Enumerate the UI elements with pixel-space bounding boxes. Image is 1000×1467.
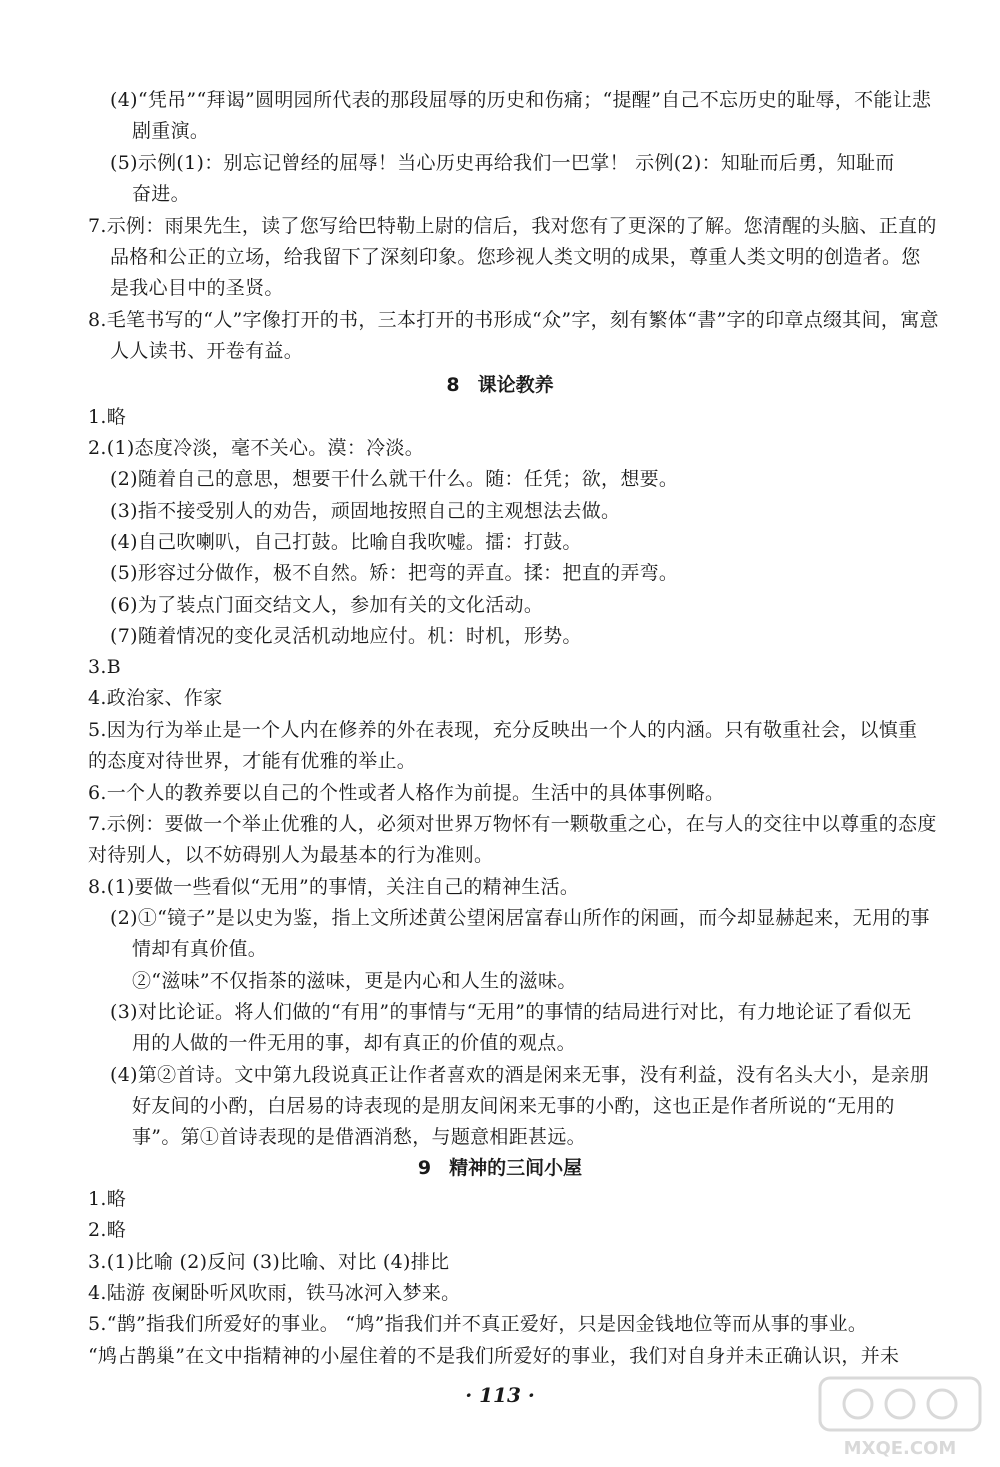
text-line: 4.陆游 夜阑卧听风吹雨，铁马冰河入梦来。 [88, 1282, 461, 1304]
text-line: (4)“凭吊”“拜谒”圆明园所代表的那段屈辱的历史和伤痛；“提醒”自己不忘历史的耻辱，不能让悲 [110, 89, 932, 111]
text-line: “鸠占鹊巢”在文中指精神的小屋住着的不是我们所爱好的事业，我们对自身并未正确认识，并未 [88, 1345, 900, 1367]
text-line: 1.略 [88, 406, 127, 428]
section-number: 9 [417, 1157, 432, 1179]
text-line: 剧重演。 [132, 120, 210, 142]
text-line: 好友间的小酌，白居易的诗表现的是朋友间闲来无事的小酌，这也正是作者所说的“无用的 [132, 1095, 895, 1117]
section-heading [0, 372, 1000, 398]
text-line: 6.一个人的教养要以自己的个性或者人格作为前提。生活中的具体事例略。 [88, 782, 725, 804]
text-line: ②“滋味”不仅指茶的滋味，更是内心和人生的滋味。 [132, 970, 577, 992]
text-line: 2.(1)态度冷淡，毫不关心。漠：冷淡。 [88, 437, 425, 459]
section-heading [0, 1155, 1000, 1181]
text-line: 是我心目中的圣贤。 [110, 277, 284, 299]
text-line: 3.(1)比喻 (2)反问 (3)比喻、对比 (4)排比 [88, 1251, 450, 1273]
text-line: 用的人做的一件无用的事，却有真正的价值的观点。 [132, 1032, 576, 1054]
text-line: 5.因为行为举止是一个人内在修养的外在表现，充分反映出一个人的内涵。只有敬重社会，以慎重 [88, 719, 918, 741]
text-line: 5.“鹊”指我们所爱好的事业。 “鸠”指我们并不真正爱好，只是因金钱地位等而从事的事业。 [88, 1313, 868, 1335]
text-line: 的态度对待世界，才能有优雅的举止。 [88, 750, 417, 772]
text-line: (2)随着自己的意思，想要干什么就干什么。随：任凭；欲，想要。 [110, 468, 679, 490]
text-line: 4.政治家、作家 [88, 687, 223, 709]
watermark-logo [810, 1372, 990, 1462]
section-title: 课论教养 [477, 374, 554, 396]
text-line: (5)示例(1)：别忘记曾经的屈辱！当心历史再给我们一巴掌！ 示例(2)：知耻而后勇，知耻而 [110, 152, 895, 174]
text-line: 3.B [88, 656, 121, 678]
text-line: 品格和公正的立场，给我留下了深刻印象。您珍视人类文明的成果，尊重人类文明的创造者。您 [110, 246, 921, 268]
text-line: 事”。第①首诗表现的是借酒消愁，与题意相距甚远。 [132, 1126, 586, 1148]
text-line: (2)①“镜子”是以史为鉴，指上文所述黄公望闲居富春山所作的闲画，而今却显赫起来，无用的事 [110, 907, 930, 929]
text-line: (3)对比论证。将人们做的“有用”的事情与“无用”的事情的结局进行对比，有力地论证了看似无 [110, 1001, 912, 1023]
text-line: (4)第②首诗。文中第九段说真正让作者喜欢的酒是闲来无事，没有利益，没有名头大小，是亲朋 [110, 1064, 930, 1086]
text-line: 7.示例：雨果先生，读了您写给巴特勒上尉的信后，我对您有了更深的了解。您清醒的头脑、正直的 [88, 215, 937, 237]
text-line: 奋进。 [132, 183, 190, 205]
section-number: 8 [446, 374, 460, 396]
text-line: (4)自己吹喇叭，自己打鼓。比喻自我吹嘘。擂：打鼓。 [110, 531, 582, 553]
text-line: (7)随着情况的变化灵活机动地应付。机：时机，形势。 [110, 625, 582, 647]
text-line: (6)为了装点门面交结文人，参加有关的文化活动。 [110, 594, 544, 616]
text-line: (3)指不接受别人的劝告，顽固地按照自己的主观想法去做。 [110, 500, 621, 522]
text-line: (5)形容过分做作，极不自然。矫：把弯的弄直。揉：把直的弄弯。 [110, 562, 679, 584]
text-line: 8.毛笔书写的“人”字像打开的书，三本打开的书形成“众”字，刻有繁体“書”字的印章点缀其间，寓意 [88, 309, 939, 331]
text-line: 对待别人，以不妨碍别人为最基本的行为准则。 [88, 844, 494, 866]
text-line: 1.略 [88, 1188, 127, 1210]
text-line: 情却有真价值。 [132, 938, 268, 960]
page-number: · 113 · [465, 1383, 535, 1407]
text-line: 人人读书、开卷有益。 [110, 340, 304, 362]
watermark-text: MXQE.COM [843, 1438, 957, 1459]
section-title: 精神的三间小屋 [449, 1157, 583, 1179]
text-line: 7.示例：要做一个举止优雅的人，必须对世界万物怀有一颗敬重之心，在与人的交往中以尊重的态度 [88, 813, 937, 835]
text-line: 8.(1)要做一些看似“无用”的事情，关注自己的精神生活。 [88, 876, 580, 898]
text-line: 2.略 [88, 1219, 127, 1241]
